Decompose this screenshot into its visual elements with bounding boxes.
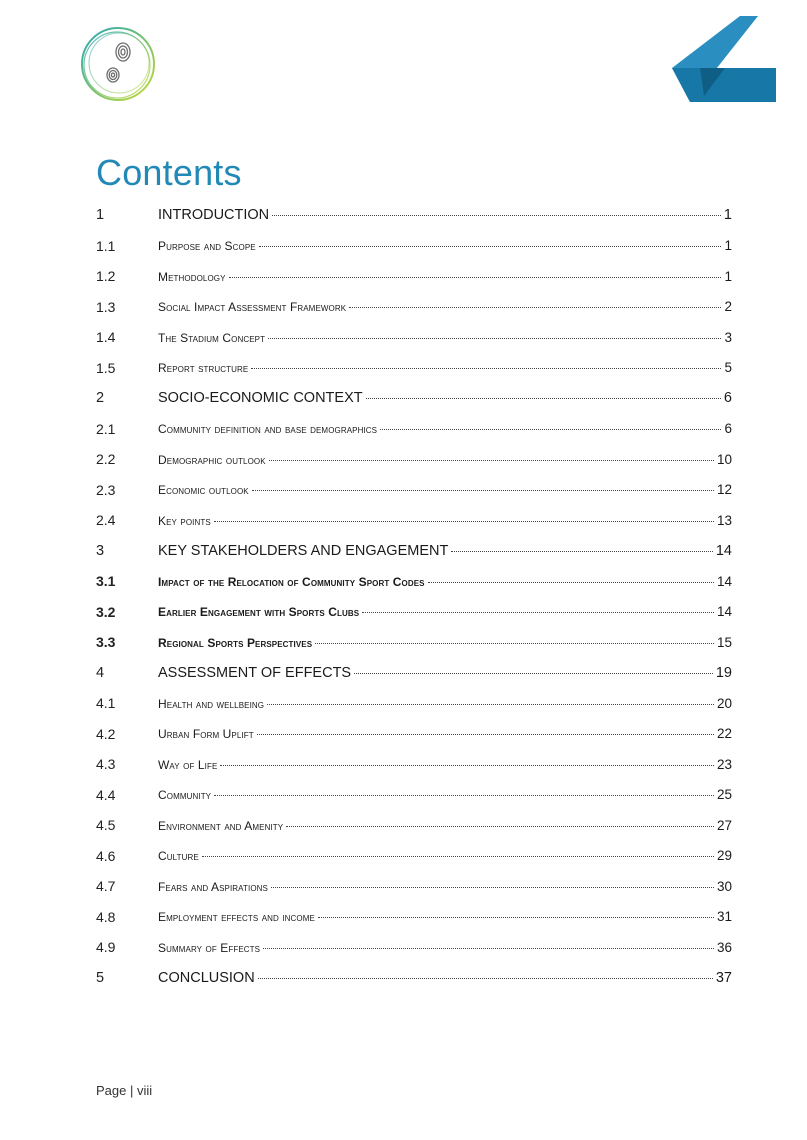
toc-entry[interactable] <box>96 810 732 841</box>
toc-entry-number: 3.3 <box>96 634 116 651</box>
dot-leader <box>214 794 714 796</box>
toc-entry-label: Impact of the Relocation of Community Sport Codes <box>158 574 425 589</box>
toc-entry-body <box>158 299 732 314</box>
toc-entry-number: 4.1 <box>96 695 116 712</box>
toc-entry-body <box>158 787 732 802</box>
toc-entry-page: 14 <box>716 604 732 620</box>
toc-entry-page: 6 <box>723 390 732 407</box>
dot-leader <box>315 642 714 644</box>
toc-entry-body <box>158 665 732 681</box>
toc-entry-page: 5 <box>724 360 732 376</box>
toc-entry-page: 13 <box>716 512 732 528</box>
toc-entry-page: 6 <box>724 421 732 437</box>
toc-entry-page: 1 <box>724 268 732 284</box>
toc-entry-number: 3.1 <box>96 573 116 590</box>
dot-leader <box>252 489 714 491</box>
toc-entry-number: 3 <box>96 542 105 559</box>
toc-entry-number: 2.1 <box>96 420 116 437</box>
toc-entry-number: 2.4 <box>96 512 116 529</box>
toc-entry-body <box>158 940 732 955</box>
toc-entry-body <box>158 421 732 436</box>
dot-leader <box>251 367 721 369</box>
toc-entry[interactable] <box>96 231 732 262</box>
dot-leader <box>269 459 714 461</box>
toc-entry-page: 3 <box>724 329 732 345</box>
dot-leader <box>318 916 714 918</box>
toc-entry[interactable] <box>96 536 732 567</box>
toc-entry[interactable] <box>96 688 732 719</box>
toc-entry-number: 4.9 <box>96 939 116 956</box>
table-of-contents <box>96 200 732 993</box>
toc-entry-number: 4 <box>96 664 105 681</box>
toc-entry-page: 14 <box>716 573 732 589</box>
toc-entry-page: 36 <box>716 939 732 955</box>
toc-entry-label: Urban Form Uplift <box>158 727 254 742</box>
toc-entry-page: 2 <box>724 299 732 315</box>
toc-entry-page: 27 <box>716 817 732 833</box>
toc-entry[interactable] <box>96 780 732 811</box>
toc-entry[interactable] <box>96 200 732 231</box>
toc-entry-label: Fears and Aspirations <box>158 879 268 894</box>
toc-entry-label: KEY STAKEHOLDERS AND ENGAGEMENT <box>158 542 449 559</box>
toc-entry-label: Key points <box>158 513 211 528</box>
toc-entry-label: CONCLUSION <box>158 969 255 986</box>
toc-entry-body <box>158 848 732 863</box>
dot-leader <box>220 764 714 766</box>
toc-entry-page: 1 <box>723 207 732 224</box>
toc-entry-page: 15 <box>716 634 732 650</box>
toc-entry-number: 1.2 <box>96 268 116 285</box>
toc-entry-number: 4.3 <box>96 756 116 773</box>
toc-entry-body <box>158 818 732 833</box>
toc-entry-body <box>158 696 732 711</box>
toc-entry[interactable] <box>96 871 732 902</box>
dot-leader <box>362 611 714 613</box>
toc-entry-label: Regional Sports Perspectives <box>158 635 313 650</box>
dot-leader <box>214 520 714 522</box>
dot-leader <box>272 214 721 216</box>
toc-entry[interactable] <box>96 902 732 933</box>
toc-entry-number: 5 <box>96 969 105 986</box>
toc-entry[interactable] <box>96 597 732 628</box>
toc-entry[interactable] <box>96 261 732 292</box>
toc-entry-number: 2.2 <box>96 451 116 468</box>
toc-entry-number: 1.1 <box>96 237 116 254</box>
toc-entry-body <box>158 757 732 772</box>
toc-entry[interactable] <box>96 566 732 597</box>
toc-entry-label: Way of Life <box>158 757 218 772</box>
toc-entry[interactable] <box>96 353 732 384</box>
toc-entry-page: 37 <box>715 969 732 986</box>
toc-entry[interactable] <box>96 627 732 658</box>
toc-entry-number: 1.5 <box>96 359 116 376</box>
toc-entry-label: Economic outlook <box>158 483 249 498</box>
toc-entry-label: Report structure <box>158 361 249 376</box>
toc-entry-label: The Stadium Concept <box>158 330 266 345</box>
toc-entry[interactable] <box>96 383 732 414</box>
fingerprint-logo-icon <box>78 24 158 104</box>
toc-entry-page: 1 <box>724 238 732 254</box>
toc-entry-page: 10 <box>716 451 732 467</box>
page-footer: Page | viii <box>96 1083 153 1098</box>
toc-entry[interactable] <box>96 322 732 353</box>
toc-entry-body <box>158 909 732 924</box>
dot-leader <box>286 825 714 827</box>
toc-entry-page: 23 <box>716 756 732 772</box>
toc-entry-page: 22 <box>716 726 732 742</box>
toc-entry-page: 20 <box>716 695 732 711</box>
toc-entry-body <box>158 238 732 253</box>
toc-entry[interactable] <box>96 719 732 750</box>
toc-entry-label: Community definition and base demographics <box>158 422 378 437</box>
toc-entry-body <box>158 390 732 406</box>
toc-entry-page: 12 <box>716 482 732 498</box>
toc-entry-number: 3.2 <box>96 603 116 620</box>
toc-entry-body <box>158 452 732 467</box>
dot-leader <box>268 337 721 339</box>
toc-entry-body <box>158 269 732 284</box>
toc-entry[interactable] <box>96 963 732 994</box>
page-title: Contents <box>96 152 242 193</box>
toc-entry[interactable] <box>96 658 732 689</box>
chevron-logo-icon <box>670 14 778 104</box>
dot-leader <box>202 855 714 857</box>
toc-entry-page: 25 <box>716 787 732 803</box>
toc-entry-label: Earlier Engagement with Sports Clubs <box>158 605 360 620</box>
toc-entry-label: Employment effects and income <box>158 910 315 925</box>
toc-entry-number: 4.8 <box>96 908 116 925</box>
toc-entry-body <box>158 879 732 894</box>
toc-entry[interactable] <box>96 749 732 780</box>
toc-entry-label: Health and wellbeing <box>158 696 265 711</box>
dot-leader <box>229 276 722 278</box>
dot-leader <box>366 397 721 399</box>
toc-entry-label: Environment and Amenity <box>158 818 284 833</box>
toc-entry-label: Summary of Effects <box>158 940 261 955</box>
toc-entry[interactable] <box>96 841 732 872</box>
toc-entry-number: 4.5 <box>96 817 116 834</box>
toc-entry[interactable] <box>96 292 732 323</box>
toc-entry-label: Community <box>158 788 212 803</box>
toc-entry[interactable] <box>96 505 732 536</box>
dot-leader <box>259 245 722 247</box>
toc-entry[interactable] <box>96 932 732 963</box>
toc-entry[interactable] <box>96 475 732 506</box>
toc-entry-label: Social Impact Assessment Framework <box>158 300 347 315</box>
dot-leader <box>451 550 713 552</box>
toc-entry-number: 1 <box>96 207 105 224</box>
toc-entry-page: 29 <box>716 848 732 864</box>
toc-entry-page: 30 <box>716 878 732 894</box>
toc-entry-number: 4.6 <box>96 847 116 864</box>
toc-entry-body <box>158 574 732 589</box>
toc-entry-body <box>158 604 732 619</box>
toc-entry-number: 4.4 <box>96 786 116 803</box>
toc-entry-label: Demographic outlook <box>158 452 266 467</box>
toc-entry-label: ASSESSMENT OF EFFECTS <box>158 664 352 681</box>
dot-leader <box>349 306 721 308</box>
toc-entry-body <box>158 635 732 650</box>
toc-entry-number: 1.3 <box>96 298 116 315</box>
toc-entry-number: 2.3 <box>96 481 116 498</box>
toc-entry-number: 4.7 <box>96 878 116 895</box>
toc-entry-body <box>158 482 732 497</box>
toc-entry-number: 2 <box>96 390 105 407</box>
toc-entry-label: SOCIO-ECONOMIC CONTEXT <box>158 390 363 407</box>
toc-entry-label: Culture <box>158 849 199 864</box>
toc-entry-body <box>158 726 732 741</box>
toc-entry-body <box>158 207 732 223</box>
dot-leader <box>263 947 714 949</box>
toc-entry-body <box>158 970 732 986</box>
toc-entry-page: 14 <box>715 542 732 559</box>
toc-entry[interactable] <box>96 414 732 445</box>
dot-leader <box>428 581 714 583</box>
dot-leader <box>267 703 714 705</box>
toc-entry-number: 1.4 <box>96 329 116 346</box>
toc-entry-page: 19 <box>715 664 732 681</box>
toc-entry-body <box>158 513 732 528</box>
toc-entry-body <box>158 543 732 559</box>
toc-entry-page: 31 <box>716 909 732 925</box>
dot-leader <box>271 886 714 888</box>
toc-entry-label: Methodology <box>158 269 226 284</box>
toc-entry-label: INTRODUCTION <box>158 207 270 224</box>
toc-entry-body <box>158 330 732 345</box>
toc-entry-label: Purpose and Scope <box>158 239 256 254</box>
toc-entry-body <box>158 360 732 375</box>
dot-leader <box>380 428 721 430</box>
dot-leader <box>257 733 714 735</box>
toc-entry-number: 4.2 <box>96 725 116 742</box>
toc-entry[interactable] <box>96 444 732 475</box>
dot-leader <box>354 672 713 674</box>
dot-leader <box>258 977 713 979</box>
